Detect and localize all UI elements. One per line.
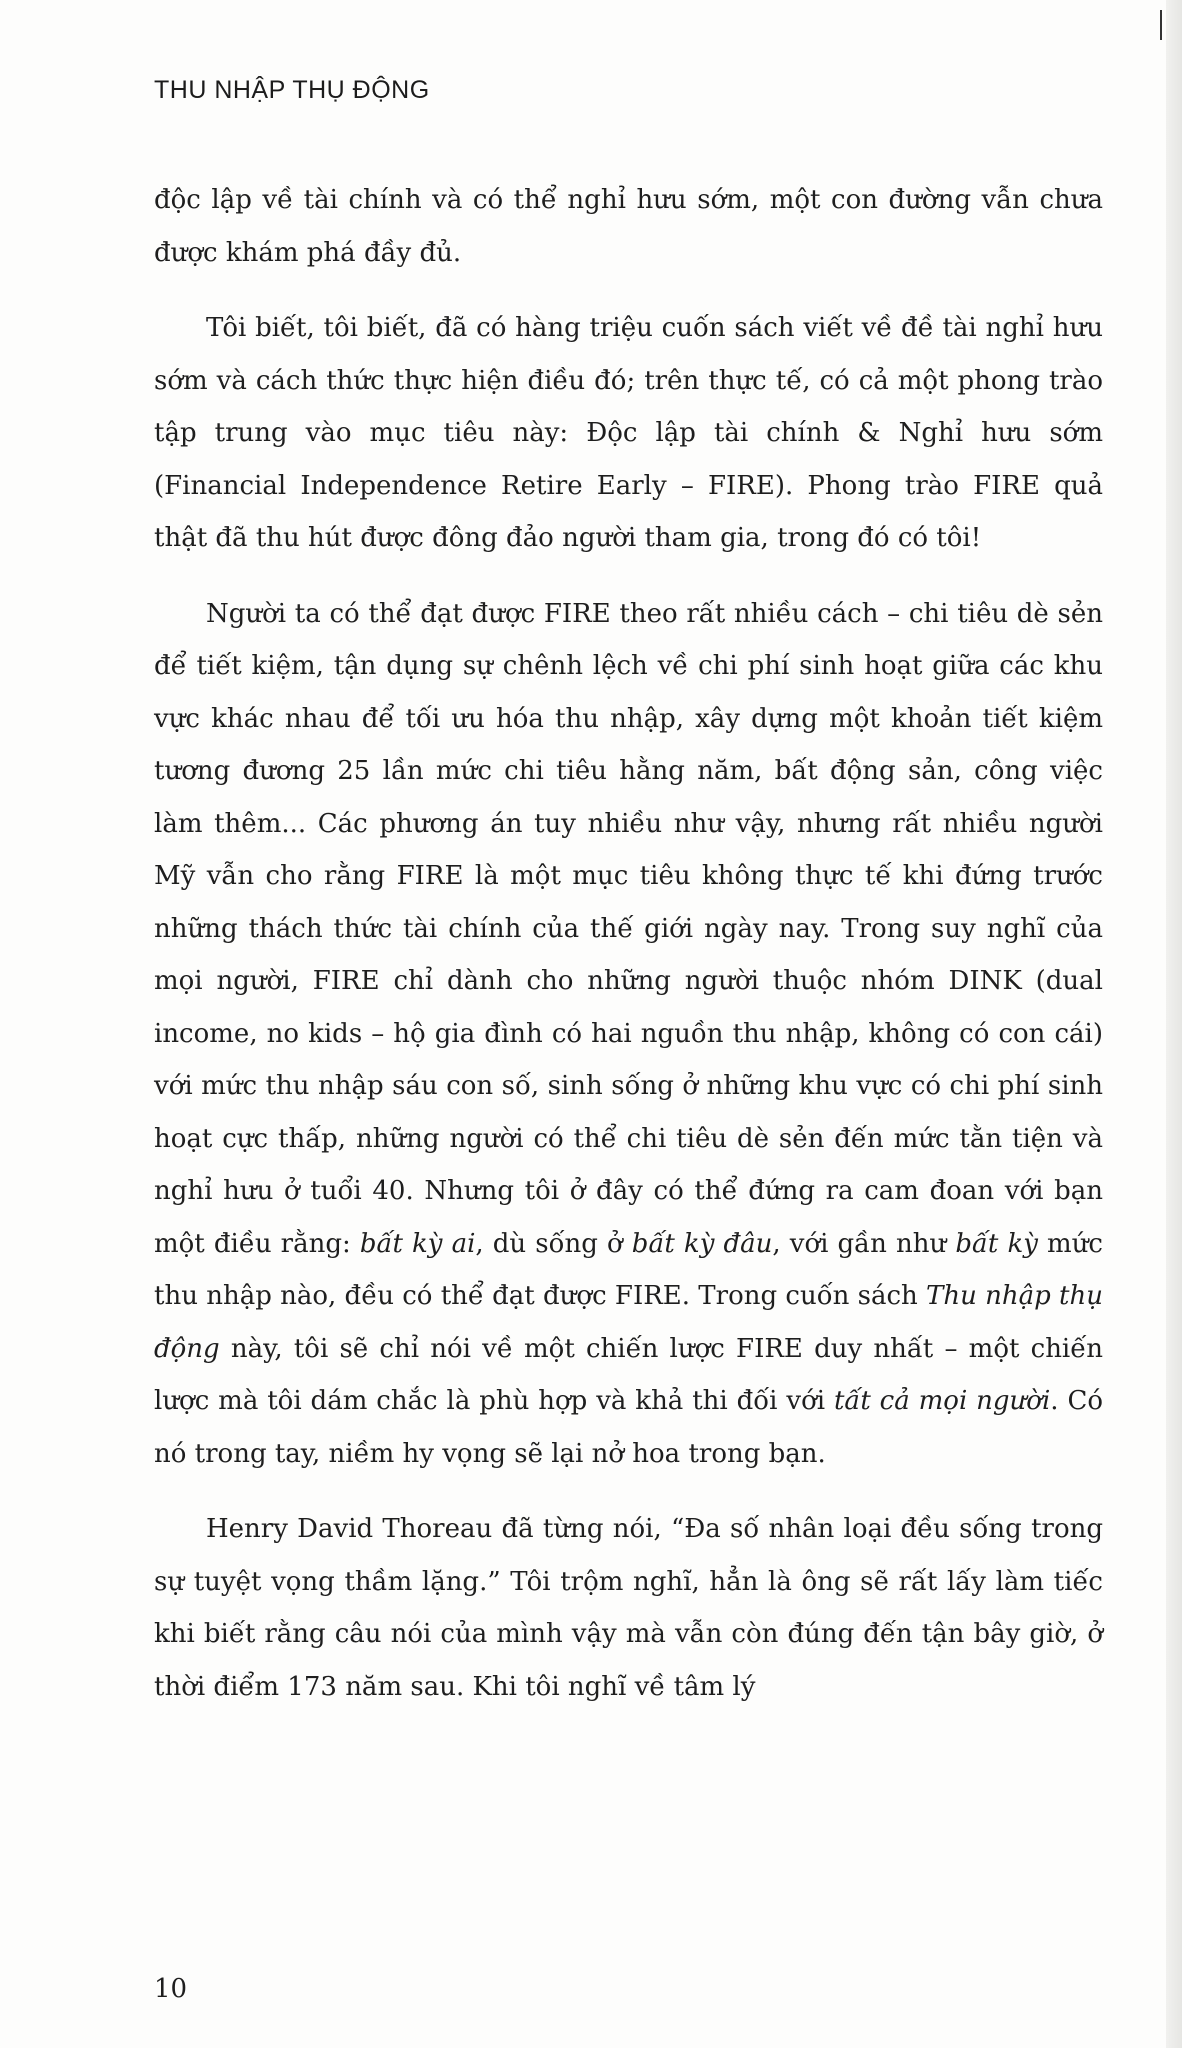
- paragraph-p1: [154, 174, 1103, 279]
- text-run: Người ta có thể đạt được FIRE theo rất nhiều cách – chi tiêu dè sẻn để tiết kiệm, tận dụng sự chênh lệch về chi phí sinh hoạt giữa các khu vực khác nhau để tối ưu hóa thu nhập, xây dựng một khoản tiết kiệm tương đương 25 lần mức chi tiêu hằng năm, bất động sản, công việc làm thêm... Các phương án tuy nhiều như vậy, nhưng rất nhiều người Mỹ vẫn cho rằng FIRE là một mục tiêu không thực tế khi đứng trước những thách thức tài chính của thế giới ngày nay. Trong suy nghĩ của mọi người, FIRE chỉ dành cho những người thuộc nhóm DINK (dual income, no kids – hộ gia đình có hai nguồn thu nhập, không có con cái) với mức thu nhập sáu con số, sinh sống ở những khu vực có chi phí sinh hoạt cực thấp, những người có thể chi tiêu dè sẻn đến mức tằn tiện và nghỉ hưu ở tuổi 40. Nhưng tôi ở đây có thể đứng ra cam đoan với bạn một điều rằng:: [154, 598, 1103, 1259]
- paragraph-p3: [154, 588, 1103, 1481]
- italic-phrase: bất kỳ: [955, 1228, 1038, 1259]
- italic-phrase: bất kỳ đâu: [631, 1228, 773, 1259]
- text-run: độc lập về tài chính và có thể nghỉ hưu sớm, một con đường vẫn chưa được khám phá đầy đủ.: [154, 185, 1103, 268]
- paragraph-p2: [154, 302, 1103, 565]
- text-run: , dù sống ở: [475, 1228, 632, 1259]
- italic-phrase: tất cả mọi người: [833, 1386, 1051, 1416]
- text-run: này, tôi sẽ chỉ nói về một chiến lược FIRE duy nhất – một chiến lược mà tôi dám chắc là phù hợp và khả thi đối với: [154, 1333, 1103, 1416]
- text-run: . Có nó trong tay, niềm hy vọng sẽ lại nở hoa trong bạn.: [154, 1386, 1103, 1469]
- page-edge-mark: [1160, 10, 1162, 40]
- text-run: Tôi biết, tôi biết, đã có hàng triệu cuốn sách viết về đề tài nghỉ hưu sớm và cách thức thực hiện điều đó; trên thực tế, có cả một phong trào tập trung vào mục tiêu này: Độc lập tài chính & Nghỉ hưu sớm (Financial Independence Retire Early – FIRE). Phong trào FIRE quả thật đã thu hút được đông đảo người tham gia, trong đó có tôi!: [154, 313, 1103, 553]
- page-edge-shadow: [1166, 0, 1182, 2048]
- body-text: [154, 174, 1103, 1713]
- page-number: 10: [154, 1974, 188, 2004]
- paragraph-p4: [154, 1503, 1103, 1713]
- italic-phrase: Thu nhập thụ động: [154, 1281, 1103, 1364]
- running-head: THU NHẬP THỤ ĐỘNG: [154, 76, 430, 104]
- text-run: mức thu nhập nào, đều có thể đạt được FIRE. Trong cuốn sách: [154, 1228, 1103, 1311]
- text-run: Henry David Thoreau đã từng nói, “Đa số nhân loại đều sống trong sự tuyệt vọng thầm lặng.” Tôi trộm nghĩ, hẳn là ông sẽ rất lấy làm tiếc khi biết rằng câu nói của mình vậy mà vẫn còn đúng đến tận bây giờ, ở thời điểm 173 năm sau. Khi tôi nghĩ về tâm lý: [154, 1514, 1103, 1702]
- text-run: , với gần như: [772, 1228, 956, 1259]
- italic-phrase: bất kỳ ai: [359, 1228, 476, 1259]
